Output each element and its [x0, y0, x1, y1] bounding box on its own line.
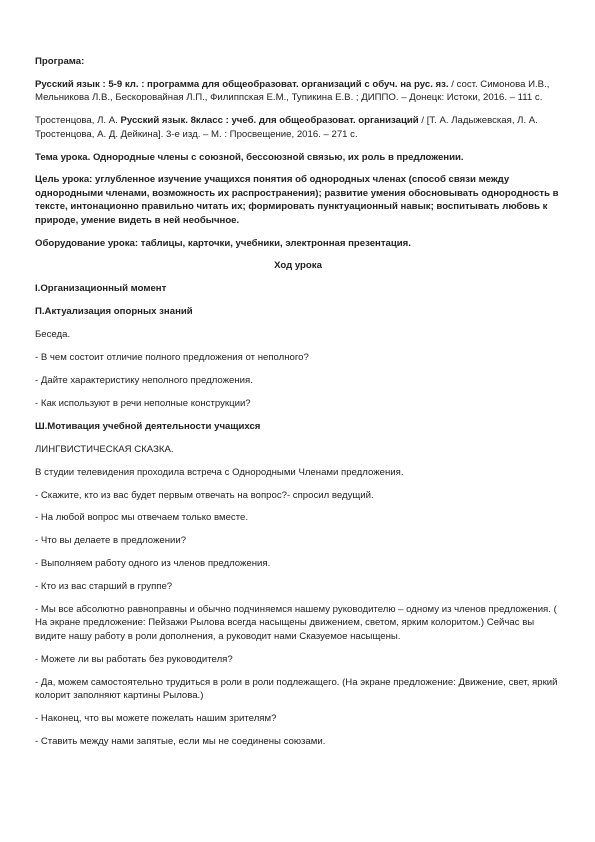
fairy-tale-title: ЛИНГВИСТИЧЕСКАЯ СКАЗКА.	[35, 443, 174, 455]
lesson-goal: Цель урока: углубленное изучение учащихся понятия об однородных членах (способ связи между однородными членами, возможность их распространения); развитие умения обосновывать однородность в тексте, интонационно правильно читать их; формировать пунктуационный навык; воспитывать любовь к природе, умение видеть в ней необычное.	[35, 174, 559, 226]
dialogue-line-5: - Кто из вас старший в группе?	[35, 581, 173, 593]
stage-3-heading: Ш.Мотивация учебной деятельности учащихся	[35, 420, 261, 432]
source-1-details: / сост. Симонова И.В., Мельникова Л.В., Бескоровайная Л.П., Филиппская Е.М., Тупикина Е.В. ; ДИППО. – Донецк: Истоки, 2016. – 111 с.	[35, 78, 550, 104]
program-heading: Програма:	[35, 56, 85, 67]
question-2: - Дайте характеристику неполного предложения.	[35, 375, 253, 386]
question-1: - В чем состоит отличие полного предложения от неполного?	[35, 352, 309, 364]
source-reference-2	[35, 114, 561, 141]
source-1-title: Русский язык : 5-9 кл. : программа для общеобразоват. организаций с обуч. на рус. яз.	[35, 78, 449, 90]
dialogue-line-8: - Да, можем самостоятельно трудиться в роли в роли подлежащего. (На экране предложение: Движение, свет, яркий колорит заполняют картины Рылова.)	[35, 676, 558, 702]
dialogue-line-2: - На любой вопрос мы отвечаем только вместе.	[35, 512, 249, 524]
conversation-label: Беседа.	[35, 329, 71, 341]
lesson-equipment: Оборудование урока: таблицы, карточки, учебники, электронная презентация.	[35, 237, 411, 249]
dialogue-line-10: - Ставить между нами запятые, если мы не соединены союзами.	[35, 735, 326, 747]
stage-2-heading: П.Актуализация опорных знаний	[35, 306, 193, 318]
dialogue-line-6: - Мы все абсолютно равноправны и обычно подчиняемся нашему руководителю – одному из членов предложения. ( На экране предложение: Пейзажи Рылова всегда насыщены движением, светом, ярким колоритом.) Сейчас вы видите нашу работу в роли дополнения, а руководит нами Сказуемое насыщены.	[35, 604, 557, 642]
source-2-details: / [Т. А. Ладыжевская, Л. А. Тростенцова, А. Д. Дейкина]. 3-е изд. – М. : Просвещение, 2016. – 271 с.	[35, 115, 538, 140]
dialogue-line-7: - Можете ли вы работать без руководителя?	[35, 653, 233, 665]
fairy-tale-intro: В студии телевидения проходила встреча с Однородными Членами предложения.	[35, 466, 404, 478]
lesson-topic: Тема урока. Однородные члены с союзной, бессоюзной связью, их роль в предложении.	[35, 151, 464, 163]
question-3: - Как используют в речи неполные конструкции?	[35, 397, 251, 409]
dialogue-line-9: - Наконец, что вы можете пожелать нашим зрителям?	[35, 713, 277, 724]
dialogue-line-3: - Что вы делаете в предложении?	[35, 535, 187, 547]
source-2-title: Русский язык. 8класс : учеб. для общеобразоват. организаций	[120, 115, 419, 127]
dialogue-line-1: - Скажите, кто из вас будет первым отвечать на вопрос?- спросил ведущий.	[35, 489, 374, 501]
stage-1-heading: I.Организационный момент	[35, 283, 167, 295]
dialogue-line-4: - Выполняем работу одного из членов предложения.	[35, 558, 271, 570]
source-2-author: Тростенцова, Л. А.	[35, 115, 121, 127]
document-page	[35, 55, 561, 758]
lesson-course-heading: Ход урока	[274, 260, 322, 272]
source-reference-1	[35, 78, 561, 105]
